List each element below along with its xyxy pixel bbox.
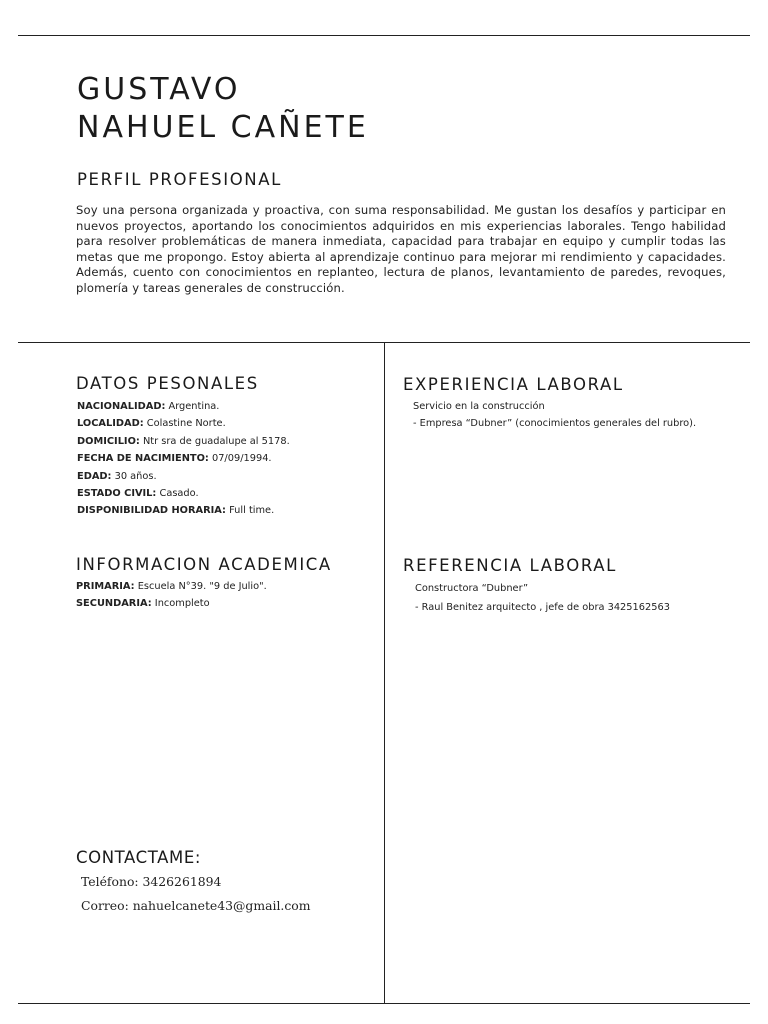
reference-list xyxy=(415,579,670,617)
name-first: GUSTAVO xyxy=(77,72,241,107)
academic-list xyxy=(76,578,267,613)
list-item: ESTADO CIVIL: Casado. xyxy=(77,488,199,500)
academic-title: INFORMACION ACADEMICA xyxy=(76,555,332,574)
experience-title: EXPERIENCIA LABORAL xyxy=(403,375,624,394)
list-item: Constructora “Dubner” xyxy=(415,583,529,594)
list-item: LOCALIDAD: Colastine Norte. xyxy=(77,418,226,430)
list-item: EDAD: 30 años. xyxy=(77,470,157,482)
top-divider xyxy=(18,35,750,36)
list-item: NACIONALIDAD: Argentina. xyxy=(77,401,220,412)
personal-data-title: DATOS PESONALES xyxy=(76,374,259,393)
experience-list xyxy=(413,398,696,432)
list-item: SECUNDARIA: Incompleto xyxy=(76,598,210,610)
bottom-divider xyxy=(18,1003,750,1004)
contact-phone: Teléfono: 3426261894 xyxy=(81,874,222,889)
list-item: DOMICILIO: Ntr sra de guadalupe al 5178. xyxy=(77,435,290,447)
list-item: PRIMARIA: Escuela N°39. "9 de Julio". xyxy=(76,581,267,592)
list-item: DISPONIBILIDAD HORARIA: Full time. xyxy=(77,505,275,517)
name-last: NAHUEL CAÑETE xyxy=(77,110,369,145)
profile-title: PERFIL PROFESIONAL xyxy=(77,170,282,189)
list-item: FECHA DE NACIMIENTO: 07/09/1994. xyxy=(77,453,272,465)
list-item: - Empresa “Dubner” (conocimientos generales del rubro). xyxy=(413,418,697,429)
list-item: Servicio en la construcción xyxy=(413,401,545,412)
personal-data-list xyxy=(77,398,290,520)
contact-email: Correo: nahuelcanete43@gmail.com xyxy=(81,897,311,913)
contact-list xyxy=(81,870,311,917)
profile-text: Soy una persona organizada y proactiva, con suma responsabilidad. Me gustan los desafíos y participar en nuevos proyectos, aportando los conocimientos adquiridos en mis experiencias laborales. Tengo habilidad para resolver problemáticas de manera inmediata, capacidad para trabajar en equipo y cumplir todas las metas que me propongo. Estoy abierta al aprendizaje continuo para mejorar mi rendimiento y capacidades. Además, cuento con conocimientos en replanteo, lectura de planos, levantamiento de paredes, revoques, plomería y tareas generales de construcción. xyxy=(76,203,726,295)
contact-title: CONTACTAME: xyxy=(76,848,202,867)
column-divider xyxy=(384,342,385,1003)
list-item: - Raul Benitez arquitecto , jefe de obra 3425162563 xyxy=(415,602,670,613)
reference-title: REFERENCIA LABORAL xyxy=(403,556,617,575)
